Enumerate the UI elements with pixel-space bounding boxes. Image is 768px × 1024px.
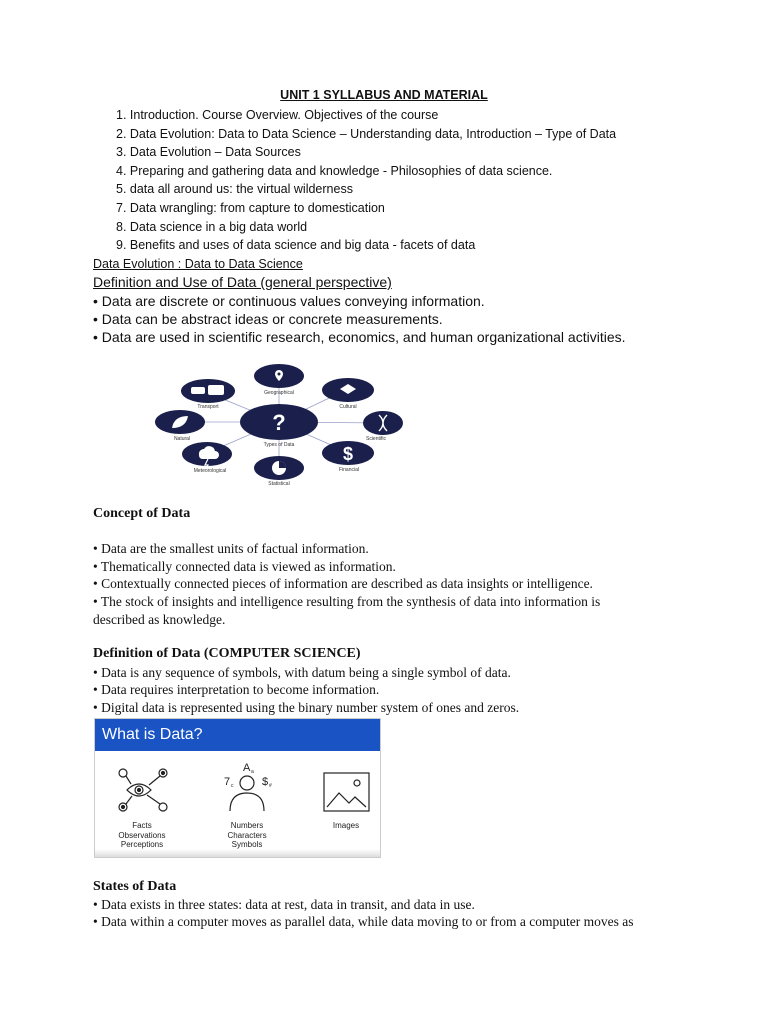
- definition-cs-bullet: • Data requires interpretation to become information.: [93, 682, 380, 697]
- seven-glyph: 7: [224, 776, 231, 788]
- states-bullet: • Data exists in three states: data at rest, data in transit, and data in use.: [93, 897, 475, 912]
- definition-cs-heading: Definition of Data (COMPUTER SCIENCE): [93, 646, 361, 661]
- syllabus-item: 2. Data Evolution: Data to Data Science – Understanding data, Introduction – Type of Data: [116, 126, 617, 141]
- page-title: UNIT 1 SYLLABUS AND MATERIAL: [280, 88, 488, 102]
- bus-icon: [208, 385, 224, 395]
- definition-general-heading: Definition and Use of Data (general perspective): [93, 274, 392, 290]
- what-is-data-col-1: Facts Observations Perceptions: [118, 821, 166, 849]
- dollar-icon: $: [342, 444, 354, 464]
- svg-text:#: #: [269, 783, 272, 789]
- syllabus-item: 9. Benefits and uses of data science and big data - facets of data: [116, 238, 476, 253]
- letter-a-glyph: A: [243, 762, 251, 774]
- eye-network-icon: [119, 769, 167, 811]
- syllabus-item: 3. Data Evolution – Data Sources: [116, 145, 301, 160]
- definition-general-bullet: • Data are used in scientific research, economics, and human organizational activities.: [93, 329, 626, 345]
- types-of-data-diagram: [150, 362, 410, 490]
- syllabus-item: 8. Data science in a big data world: [116, 219, 308, 234]
- what-is-data-panel: [94, 718, 381, 858]
- syllabus-item: 7. Data wrangling: from capture to domestication: [116, 200, 385, 215]
- center-label: Types of Data: [263, 442, 295, 448]
- node-label-transport: Transport: [197, 404, 219, 410]
- types-of-data-graphic: [150, 362, 410, 490]
- node-label-geographical: Geographical: [264, 390, 294, 396]
- svg-text:a: a: [251, 769, 254, 775]
- definition-cs-bullet: • Digital data is represented using the binary number system of ones and zeros.: [93, 700, 520, 715]
- states-bullet: • Data within a computer moves as parallel data, while data moving to or from a computer moves as: [93, 914, 634, 929]
- what-is-data-title: What is Data?: [95, 719, 380, 751]
- definition-general-bullet: • Data are discrete or continuous values conveying information.: [93, 293, 485, 309]
- image-icon: [324, 773, 369, 811]
- svg-text:c: c: [231, 783, 234, 789]
- node-label-statistical: Statistical: [268, 481, 290, 487]
- syllabus-item: 1. Introduction. Course Overview. Objectives of the course: [116, 108, 439, 122]
- node-label-scientific: Scientific: [365, 436, 387, 442]
- definition-general-bullet: • Data can be abstract ideas or concrete measurements.: [93, 311, 443, 327]
- syllabus-item: 4. Preparing and gathering data and knowledge - Philosophies of data science.: [116, 163, 553, 178]
- what-is-data-col-3: Images: [332, 821, 360, 830]
- node-label-cultural: Cultural: [339, 404, 357, 410]
- syllabus-list: [116, 106, 616, 255]
- concept-bullet-continued: described as knowledge.: [93, 612, 226, 627]
- what-is-data-col-2: Numbers Characters Symbols: [227, 821, 267, 849]
- concept-bullet: • Contextually connected pieces of information are described as data insights or intelligence.: [93, 576, 593, 591]
- concept-bullet: • Thematically connected data is viewed as information.: [93, 559, 396, 574]
- section-heading-data-evolution: Data Evolution : Data to Data Science: [93, 257, 303, 271]
- concept-bullet: • The stock of insights and intelligence resulting from the synthesis of data into information is: [93, 594, 601, 609]
- concept-heading: Concept of Data: [93, 506, 191, 521]
- what-is-data-body: [95, 751, 380, 857]
- states-heading: States of Data: [93, 879, 177, 894]
- syllabus-item: 5. data all around us: the virtual wilderness: [116, 182, 353, 197]
- node-label-natural: Natural: [173, 436, 191, 442]
- car-icon: [191, 387, 205, 394]
- node-label-meteorological: Meteorological: [193, 468, 227, 474]
- dollar-glyph: $: [262, 776, 269, 788]
- person-symbols-icon: [230, 776, 264, 811]
- concept-bullet: • Data are the smallest units of factual information.: [93, 541, 369, 556]
- node-label-financial: Financial: [338, 467, 360, 473]
- question-mark-icon: ?: [272, 410, 286, 435]
- definition-cs-bullet: • Data is any sequence of symbols, with datum being a single symbol of data.: [93, 665, 511, 680]
